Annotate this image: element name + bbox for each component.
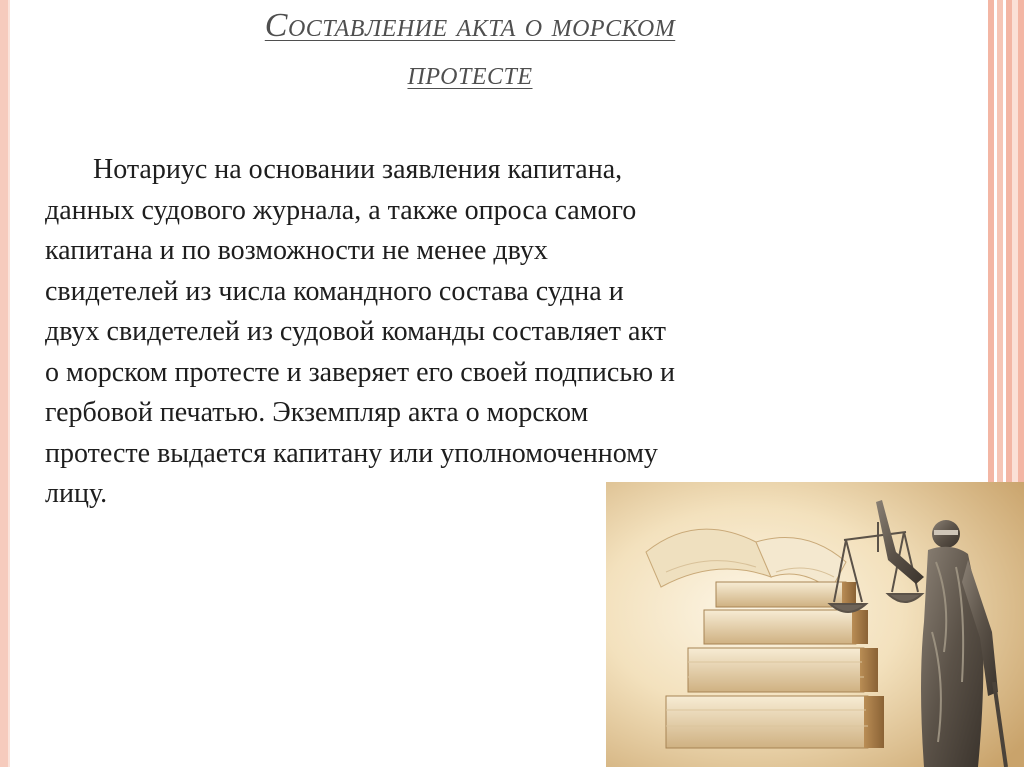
justice-illustration-svg	[606, 482, 1024, 767]
body-line: двух свидетелей из судовой команды составляет акт	[45, 316, 666, 347]
body-line: лицу.	[45, 478, 108, 509]
body-line: данных судового журнала, а также опроса самого	[45, 194, 637, 226]
body-line: свидетелей из числа командного состава судна и	[45, 275, 624, 307]
body-line: о морском протесте и заверяет его своей подписью и	[45, 356, 675, 388]
left-border-decoration	[0, 0, 8, 767]
body-paragraph	[45, 150, 945, 515]
body-line: протесте выдается капитану или уполномоченному	[45, 437, 658, 469]
title-line-2: протесте	[407, 55, 533, 92]
title-line-1: Составление акта о морском	[264, 7, 676, 44]
body-line: капитана и по возможности не менее двух	[45, 235, 548, 266]
body-line: гербовой печатью. Экземпляр акта о морском	[45, 397, 589, 428]
body-line: Нотариус на основании заявления капитана,	[93, 154, 623, 185]
justice-books-illustration	[606, 482, 1024, 767]
slide-title	[100, 2, 840, 98]
